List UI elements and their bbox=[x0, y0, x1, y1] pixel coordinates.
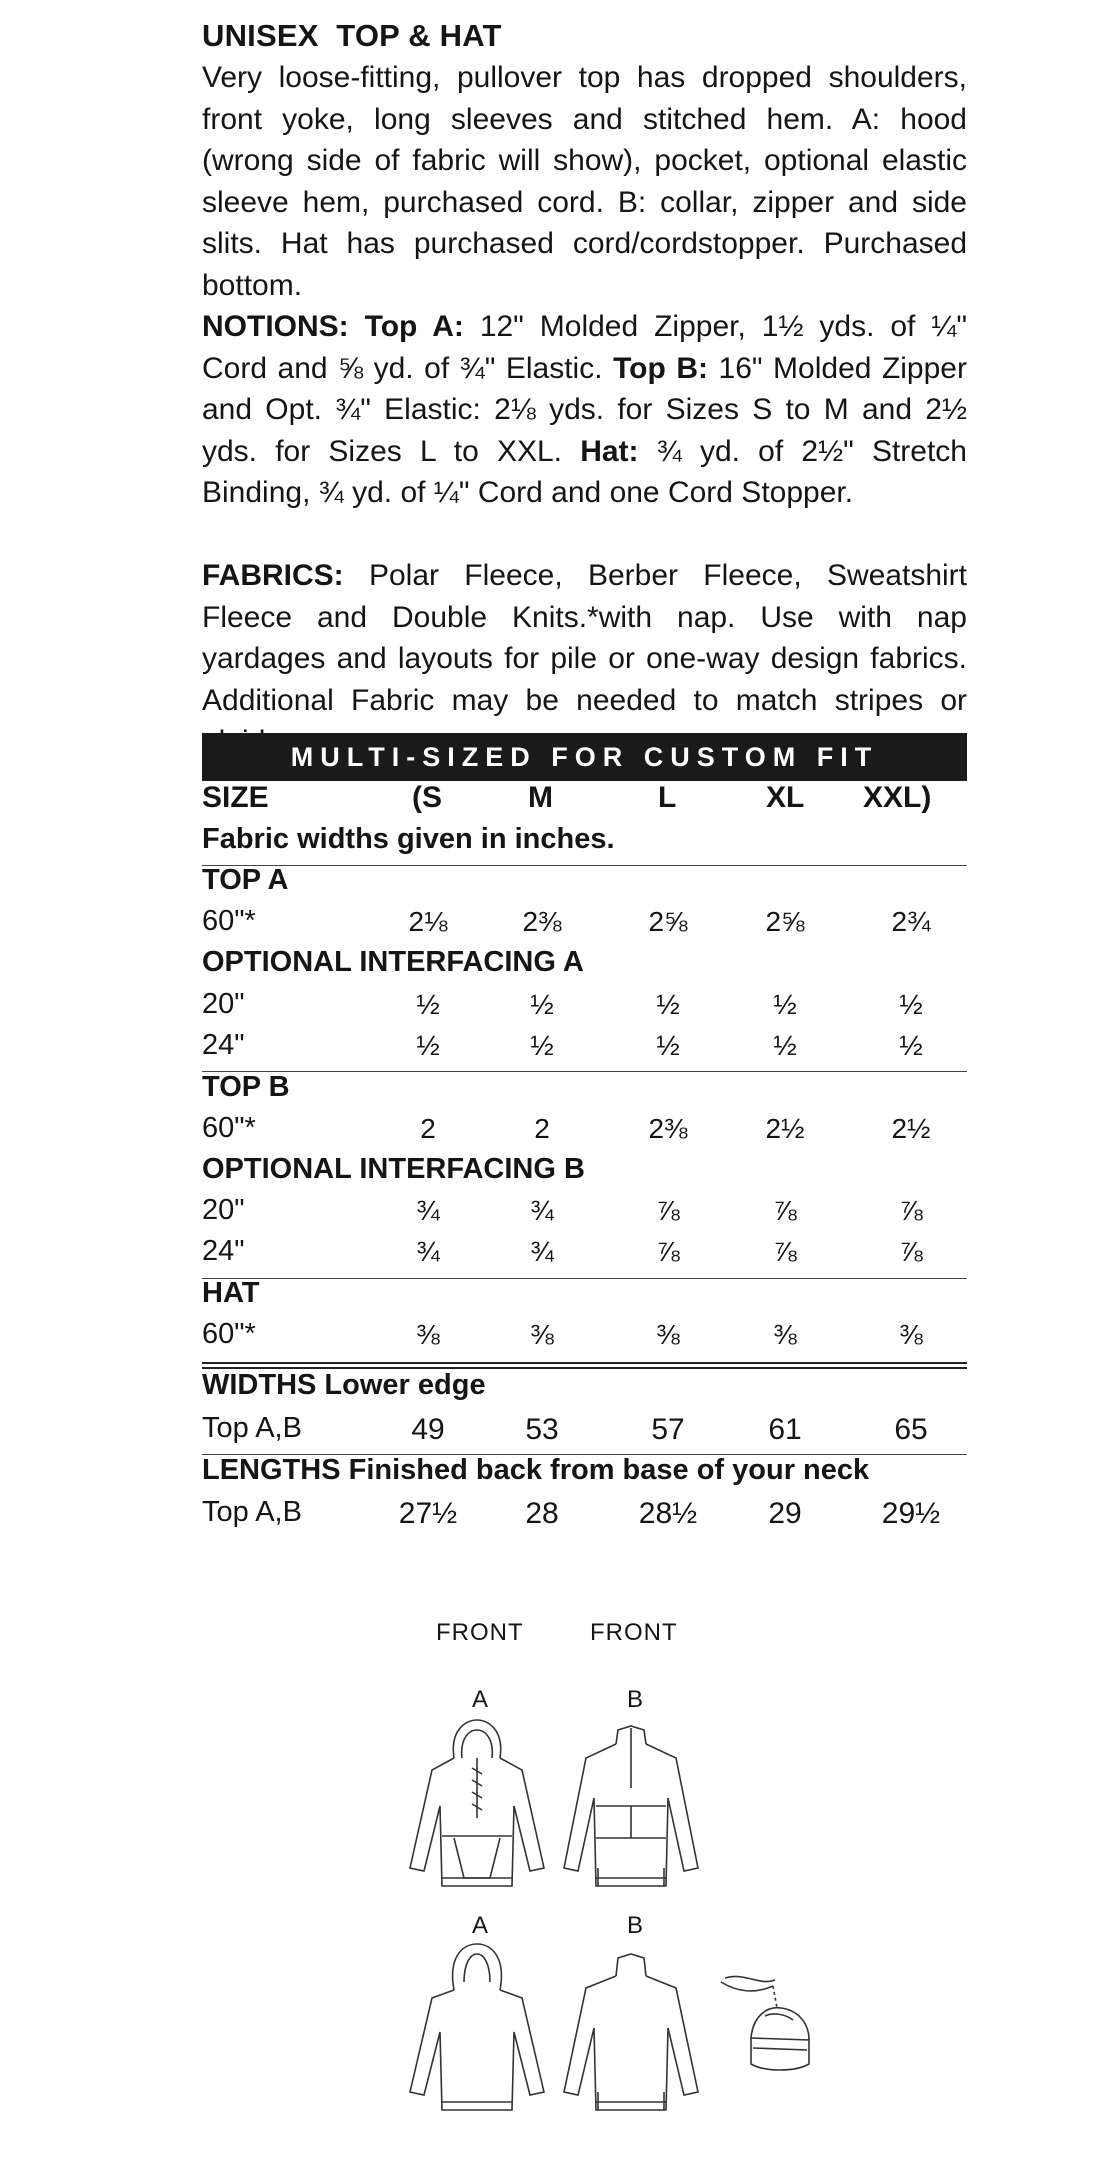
section-heading: HAT bbox=[202, 1277, 260, 1309]
widths-heading: WIDTHS Lower edge bbox=[202, 1369, 486, 1401]
chart-banner: MULTI-SIZED FOR CUSTOM FIT bbox=[202, 733, 967, 781]
table-cell: 2⅜ bbox=[522, 906, 562, 937]
row-label: 20" bbox=[202, 988, 245, 1020]
table-cell: ½ bbox=[773, 989, 797, 1020]
lengths-heading: LENGTHS Finished back from base of your neck bbox=[202, 1454, 870, 1486]
table-cell: ½ bbox=[530, 989, 554, 1020]
row-label: Top A,B bbox=[202, 1412, 302, 1444]
table-cell: ½ bbox=[530, 1030, 554, 1061]
table-cell: ½ bbox=[656, 989, 680, 1020]
front-label: FRONT bbox=[436, 1619, 524, 1646]
zip-top-back-illustration bbox=[556, 1942, 706, 2127]
notions-top-a-label: Top A: bbox=[364, 310, 464, 343]
table-cell: 49 bbox=[411, 1413, 445, 1446]
divider bbox=[202, 1071, 967, 1072]
row-label: 60"* bbox=[202, 905, 256, 937]
table-cell: 2¾ bbox=[891, 906, 931, 937]
row-label: 24" bbox=[202, 1029, 245, 1061]
table-cell: 28 bbox=[525, 1497, 559, 1530]
notions-hat-label: Hat: bbox=[580, 434, 639, 468]
table-cell: 2⅛ bbox=[408, 906, 448, 937]
notions-label: NOTIONS: bbox=[202, 310, 349, 343]
pattern-title: UNISEX TOP & HAT bbox=[202, 18, 502, 53]
pattern-description: Very loose-fitting, pullover top has dropped shoulders, front yoke, long sleeves and stitched hem. A: hood (wrong side of fabric will show), pocket, optional elastic sleeve hem, purchased cord. B: collar, zipper and side slits. Hat has purchased cord/cordstopper. Purchased bottom. bbox=[202, 61, 967, 302]
table-cell: 29½ bbox=[881, 1497, 941, 1530]
size-header: L bbox=[658, 781, 677, 814]
front-label: FRONT bbox=[590, 1619, 678, 1646]
table-cell: 61 bbox=[768, 1413, 802, 1446]
notions-top-b-label: Top B: bbox=[613, 351, 708, 385]
section-heading: TOP A bbox=[202, 864, 289, 896]
zip-top-front-illustration bbox=[556, 1718, 706, 1903]
table-cell: ⅜ bbox=[416, 1319, 440, 1350]
table-cell: ¾ bbox=[416, 1236, 440, 1267]
hoodie-back-illustration bbox=[402, 1942, 552, 2127]
view-label-b: B bbox=[627, 1686, 645, 1713]
size-header: (S bbox=[412, 781, 442, 814]
table-cell: ⅞ bbox=[656, 1195, 680, 1226]
table-cell: 2 bbox=[420, 1113, 436, 1144]
divider bbox=[202, 865, 967, 866]
table-cell: ⅞ bbox=[656, 1236, 680, 1267]
table-cell: 2⅝ bbox=[765, 906, 805, 937]
table-cell: 27½ bbox=[398, 1497, 458, 1530]
section-heading: OPTIONAL INTERFACING A bbox=[202, 946, 584, 978]
table-cell: ¾ bbox=[416, 1195, 440, 1226]
row-label: 20" bbox=[202, 1194, 245, 1226]
table-cell: 2½ bbox=[891, 1113, 931, 1144]
size-header: XXL) bbox=[863, 781, 932, 814]
table-cell: 2⅜ bbox=[648, 1113, 688, 1144]
view-label-a: A bbox=[472, 1686, 490, 1713]
table-cell: ½ bbox=[656, 1030, 680, 1061]
table-cell: 28½ bbox=[638, 1497, 698, 1530]
size-header: XL bbox=[766, 781, 805, 814]
table-cell: ⅞ bbox=[899, 1236, 923, 1267]
table-cell: 2 bbox=[534, 1113, 550, 1144]
table-cell: ⅜ bbox=[656, 1319, 680, 1350]
double-divider bbox=[202, 1362, 967, 1369]
divider bbox=[202, 1278, 967, 1279]
table-cell: ⅜ bbox=[773, 1319, 797, 1350]
table-cell: ½ bbox=[773, 1030, 797, 1061]
table-cell: 29 bbox=[768, 1497, 802, 1530]
notions-top-a-text: 12" Molded Zipper, 1½ yds. of ¼" Cord and ⅝ yd. of ¾" Elastic. bbox=[202, 310, 967, 385]
table-cell: ⅜ bbox=[530, 1319, 554, 1350]
table-cell: ⅜ bbox=[899, 1319, 923, 1350]
fabrics-text: Polar Fleece, Berber Fleece, Sweatshirt Fleece and Double Knits.*with nap. Use with nap yardages and layouts for pile or one-way design fabrics. Additional Fabric may be needed to match stripes or bbox=[202, 559, 967, 717]
table-cell: ⅞ bbox=[773, 1195, 797, 1226]
size-label: SIZE bbox=[202, 781, 269, 814]
fabrics-label: FABRICS: bbox=[202, 559, 344, 592]
table-cell: ⅞ bbox=[899, 1195, 923, 1226]
section-heading: OPTIONAL INTERFACING B bbox=[202, 1153, 585, 1185]
table-cell: ½ bbox=[899, 1030, 923, 1061]
row-label: 60"* bbox=[202, 1112, 256, 1144]
section-heading: TOP B bbox=[202, 1071, 290, 1103]
table-cell: ¾ bbox=[530, 1195, 554, 1226]
notions-top-b-text: 16" Molded Zipper and Opt. ¾" Elastic: 2⅛ yds. for Sizes S to M and 2½ yds. for Sizes L to XXL. bbox=[202, 351, 967, 468]
view-label-a: A bbox=[472, 1912, 490, 1939]
hat-illustration bbox=[715, 1968, 825, 2098]
table-cell: ½ bbox=[416, 989, 440, 1020]
notions-hat-text: ¾ yd. of 2½" Stretch Binding, ¾ yd. of ¼" Cord and one Cord Stopper. bbox=[202, 434, 967, 509]
table-cell: ¾ bbox=[530, 1236, 554, 1267]
table-cell: 53 bbox=[525, 1413, 559, 1446]
notions-paragraph bbox=[202, 306, 967, 514]
view-label-b: B bbox=[627, 1912, 645, 1939]
table-cell: 57 bbox=[651, 1413, 685, 1446]
row-label: 24" bbox=[202, 1235, 245, 1267]
table-cell: ⅞ bbox=[773, 1236, 797, 1267]
table-cell: ½ bbox=[416, 1030, 440, 1061]
table-cell: 2⅝ bbox=[648, 906, 688, 937]
fabric-widths-note: Fabric widths given in inches. bbox=[202, 823, 615, 855]
row-label: 60"* bbox=[202, 1318, 256, 1350]
table-cell: 65 bbox=[894, 1413, 928, 1446]
row-label: Top A,B bbox=[202, 1496, 302, 1528]
table-cell: ½ bbox=[899, 989, 923, 1020]
size-header: M bbox=[528, 781, 553, 814]
table-cell: 2½ bbox=[765, 1113, 805, 1144]
hoodie-front-illustration bbox=[402, 1718, 552, 1903]
fabrics-paragraph bbox=[202, 555, 967, 763]
